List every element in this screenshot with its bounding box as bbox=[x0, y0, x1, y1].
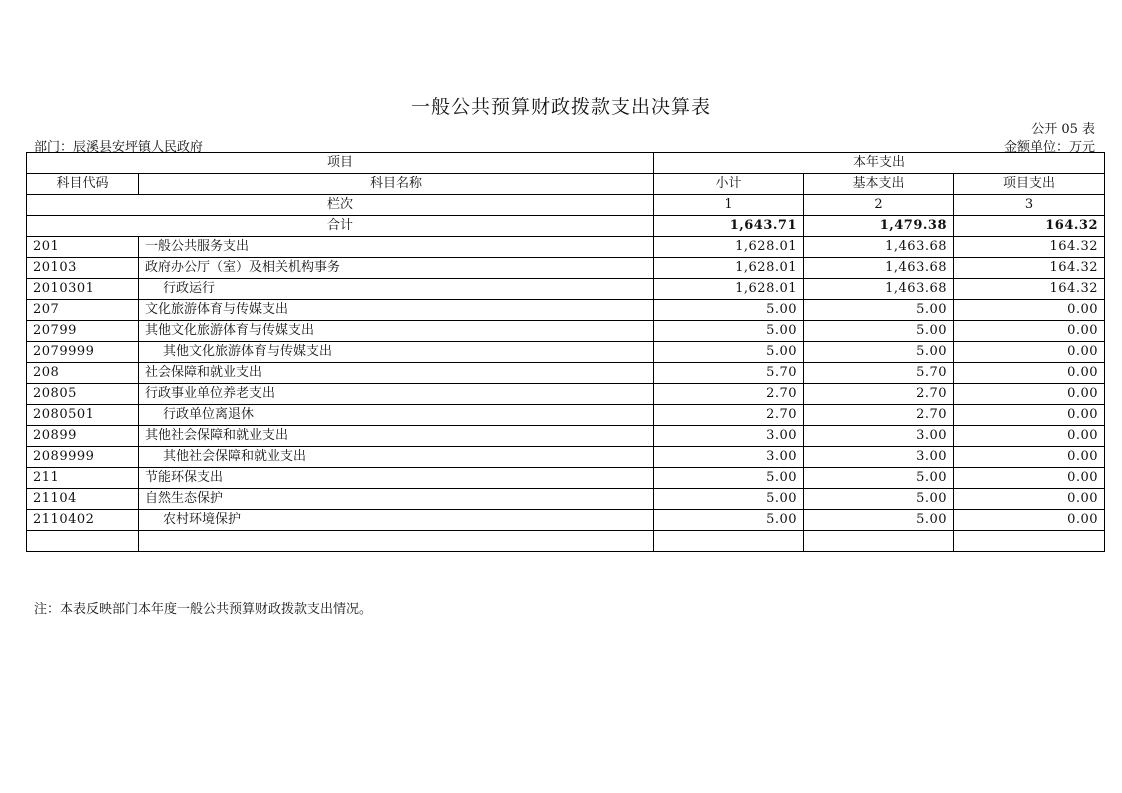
row-code: 21104 bbox=[27, 489, 139, 510]
total-project: 164.32 bbox=[954, 216, 1105, 237]
row-subtotal: 2.70 bbox=[654, 405, 804, 426]
table-row bbox=[27, 468, 1105, 489]
total-subtotal: 1,643.71 bbox=[654, 216, 804, 237]
row-basic: 5.70 bbox=[804, 363, 954, 384]
total-row bbox=[27, 216, 1105, 237]
table-row bbox=[27, 321, 1105, 342]
row-code: 20103 bbox=[27, 258, 139, 279]
row-name: 其他社会保障和就业支出 bbox=[139, 447, 654, 468]
table-note: 注：本表反映部门本年度一般公共预算财政拨款支出情况。 bbox=[34, 602, 373, 617]
row-code: 2089999 bbox=[27, 447, 139, 468]
table-row bbox=[27, 258, 1105, 279]
table-row bbox=[27, 342, 1105, 363]
header-project: 项目 bbox=[27, 153, 654, 174]
row-name: 其他文化旅游体育与传媒支出 bbox=[139, 321, 654, 342]
row-subtotal: 1,628.01 bbox=[654, 279, 804, 300]
row-project: 0.00 bbox=[954, 405, 1105, 426]
row-code: 2010301 bbox=[27, 279, 139, 300]
row-code: 2079999 bbox=[27, 342, 139, 363]
row-project: 0.00 bbox=[954, 363, 1105, 384]
total-label: 合计 bbox=[27, 216, 654, 237]
row-code: 20799 bbox=[27, 321, 139, 342]
row-code: 2110402 bbox=[27, 510, 139, 531]
table-row bbox=[27, 510, 1105, 531]
column-order-2: 2 bbox=[804, 195, 954, 216]
form-number: 公开 05 表 bbox=[1031, 122, 1095, 137]
row-project: 0.00 bbox=[954, 489, 1105, 510]
row-project: 0.00 bbox=[954, 426, 1105, 447]
header-basic: 基本支出 bbox=[804, 174, 954, 195]
column-order-label: 栏次 bbox=[27, 195, 654, 216]
empty-cell bbox=[804, 531, 954, 552]
row-code: 201 bbox=[27, 237, 139, 258]
row-project: 0.00 bbox=[954, 321, 1105, 342]
row-basic: 3.00 bbox=[804, 426, 954, 447]
row-project: 0.00 bbox=[954, 510, 1105, 531]
table-row bbox=[27, 237, 1105, 258]
row-name: 其他文化旅游体育与传媒支出 bbox=[139, 342, 654, 363]
row-code: 211 bbox=[27, 468, 139, 489]
row-name: 其他社会保障和就业支出 bbox=[139, 426, 654, 447]
row-subtotal: 5.70 bbox=[654, 363, 804, 384]
row-subtotal: 5.00 bbox=[654, 468, 804, 489]
table-row bbox=[27, 363, 1105, 384]
row-subtotal: 5.00 bbox=[654, 489, 804, 510]
row-code: 20899 bbox=[27, 426, 139, 447]
header-this-year: 本年支出 bbox=[654, 153, 1105, 174]
empty-cell bbox=[27, 531, 139, 552]
empty-cell bbox=[954, 531, 1105, 552]
row-code: 20805 bbox=[27, 384, 139, 405]
row-code: 2080501 bbox=[27, 405, 139, 426]
row-basic: 3.00 bbox=[804, 447, 954, 468]
row-basic: 2.70 bbox=[804, 384, 954, 405]
row-project: 164.32 bbox=[954, 237, 1105, 258]
row-subtotal: 5.00 bbox=[654, 342, 804, 363]
row-code: 207 bbox=[27, 300, 139, 321]
table-row bbox=[27, 489, 1105, 510]
column-order-1: 1 bbox=[654, 195, 804, 216]
header-name: 科目名称 bbox=[139, 174, 654, 195]
row-subtotal: 1,628.01 bbox=[654, 237, 804, 258]
empty-row bbox=[27, 531, 1105, 552]
row-name: 一般公共服务支出 bbox=[139, 237, 654, 258]
row-subtotal: 5.00 bbox=[654, 300, 804, 321]
row-basic: 5.00 bbox=[804, 300, 954, 321]
row-subtotal: 1,628.01 bbox=[654, 258, 804, 279]
row-project: 0.00 bbox=[954, 384, 1105, 405]
amount-unit-label: 金额单位：万元 bbox=[1003, 140, 1095, 155]
expenditure-table bbox=[26, 152, 1105, 552]
row-basic: 5.00 bbox=[804, 489, 954, 510]
row-code: 208 bbox=[27, 363, 139, 384]
row-basic: 5.00 bbox=[804, 321, 954, 342]
page-title: 一般公共预算财政拨款支出决算表 bbox=[410, 96, 711, 118]
row-name: 自然生态保护 bbox=[139, 489, 654, 510]
row-basic: 2.70 bbox=[804, 405, 954, 426]
row-project: 0.00 bbox=[954, 447, 1105, 468]
row-name: 行政事业单位养老支出 bbox=[139, 384, 654, 405]
row-subtotal: 3.00 bbox=[654, 426, 804, 447]
department-label: 部门：辰溪县安坪镇人民政府 bbox=[34, 140, 204, 155]
row-subtotal: 3.00 bbox=[654, 447, 804, 468]
table-row bbox=[27, 384, 1105, 405]
row-project: 0.00 bbox=[954, 342, 1105, 363]
row-name: 政府办公厅（室）及相关机构事务 bbox=[139, 258, 654, 279]
header-code: 科目代码 bbox=[27, 174, 139, 195]
table-row bbox=[27, 300, 1105, 321]
row-subtotal: 5.00 bbox=[654, 510, 804, 531]
header-row-1 bbox=[27, 153, 1105, 174]
row-basic: 1,463.68 bbox=[804, 279, 954, 300]
row-name: 节能环保支出 bbox=[139, 468, 654, 489]
row-project: 164.32 bbox=[954, 258, 1105, 279]
row-project: 0.00 bbox=[954, 468, 1105, 489]
row-subtotal: 5.00 bbox=[654, 321, 804, 342]
row-basic: 1,463.68 bbox=[804, 258, 954, 279]
row-basic: 5.00 bbox=[804, 468, 954, 489]
table-row bbox=[27, 279, 1105, 300]
row-project: 0.00 bbox=[954, 300, 1105, 321]
empty-cell bbox=[139, 531, 654, 552]
column-order-row bbox=[27, 195, 1105, 216]
header-row-2 bbox=[27, 174, 1105, 195]
row-name: 文化旅游体育与传媒支出 bbox=[139, 300, 654, 321]
table-row bbox=[27, 447, 1105, 468]
total-basic: 1,479.38 bbox=[804, 216, 954, 237]
row-basic: 1,463.68 bbox=[804, 237, 954, 258]
header-subtotal: 小计 bbox=[654, 174, 804, 195]
row-name: 行政运行 bbox=[139, 279, 654, 300]
table-row bbox=[27, 426, 1105, 447]
row-basic: 5.00 bbox=[804, 342, 954, 363]
row-name: 农村环境保护 bbox=[139, 510, 654, 531]
empty-cell bbox=[654, 531, 804, 552]
row-name: 行政单位离退休 bbox=[139, 405, 654, 426]
row-basic: 5.00 bbox=[804, 510, 954, 531]
row-name: 社会保障和就业支出 bbox=[139, 363, 654, 384]
header-project-expense: 项目支出 bbox=[954, 174, 1105, 195]
table-row bbox=[27, 405, 1105, 426]
column-order-3: 3 bbox=[954, 195, 1105, 216]
row-subtotal: 2.70 bbox=[654, 384, 804, 405]
row-project: 164.32 bbox=[954, 279, 1105, 300]
